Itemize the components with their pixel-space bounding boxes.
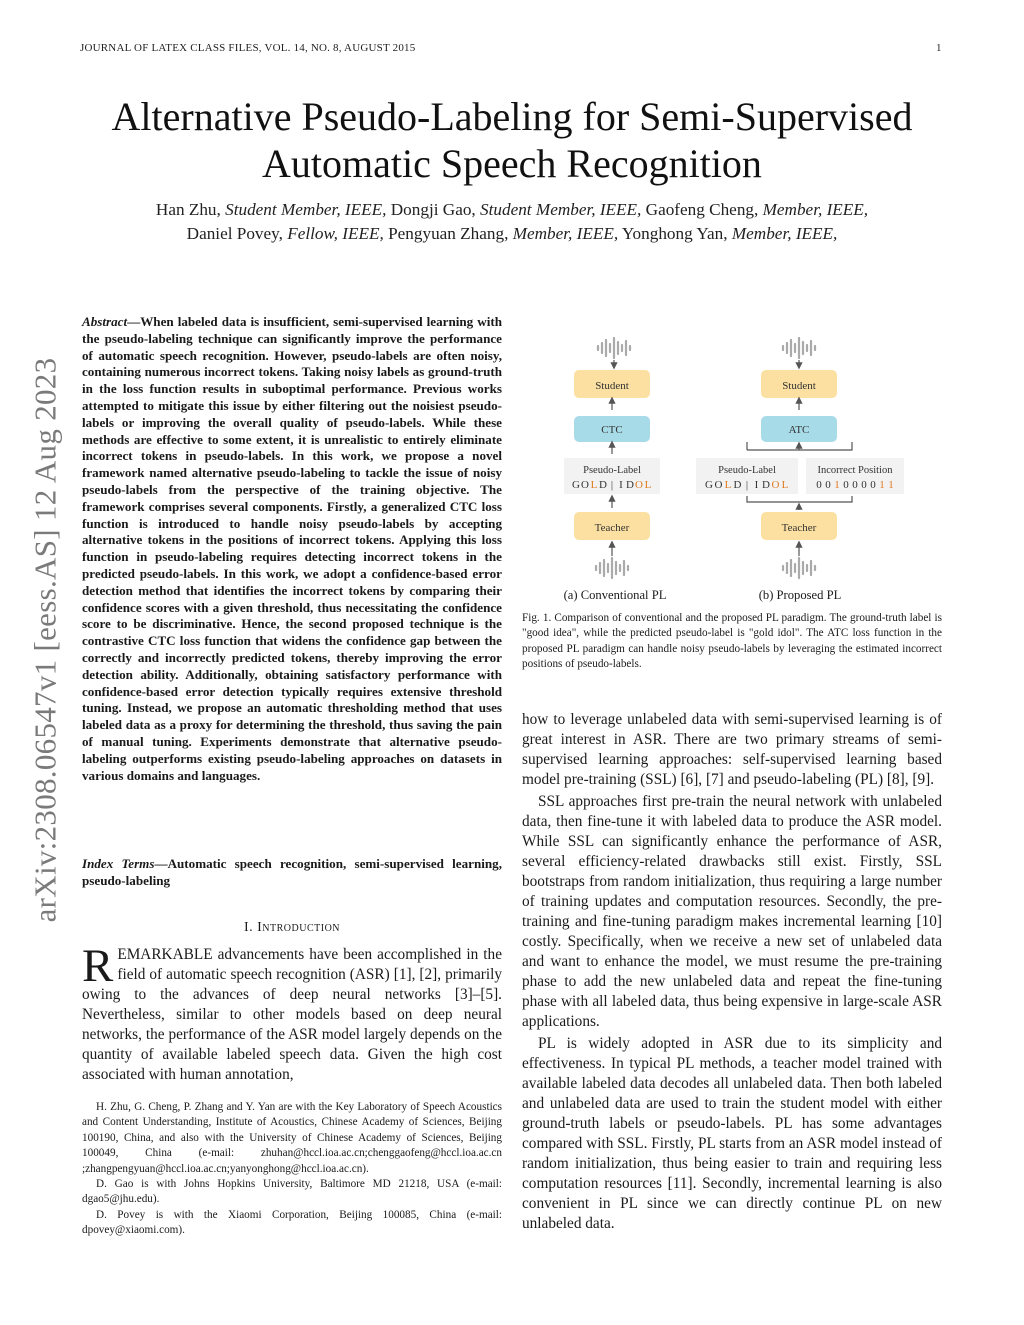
flag-token: 1 [888,479,894,491]
author-name: Han Zhu, [155,200,221,219]
student-label: Student [595,380,629,392]
label-token: D [626,479,634,491]
label-token: G [572,479,580,491]
label-token: | [610,479,614,491]
label-token: O [771,479,780,491]
paper-title [0,93,1024,187]
flag-token: 0 [816,479,822,491]
label-token: O [581,479,589,491]
title-line-2: Automatic Speech Recognition [262,141,762,186]
author-line-1 [0,198,1024,222]
abstract-text: —When labeled data is insufficient, semi-supervised learning with the pseudo-labeling technique can significantly improve the performance of automatic speech recognition. However, pseudo-labels are often noisy, containing numerous incorrect tokens. Taking noisy labels as ground-truth in the loss function results in suboptimal performance. Previous works attempted to mitigate this issue by either filtering out the noisiest pseudo-labels or improving the overall quality of pseudo-labels. While these methods are effective to some extent, it is unrealistic to entirely eliminate incorrect tokens in pseudo-labels. In this work, we propose a novel framework named alternative pseudo-labeling to tackle the issue of noisy pseudo-labels from the perspective of the training objective. The framework comprises several components. Firstly, a generalized CTC loss function is introduced to handle noisy pseudo-labels by accepting alternative tokens in the positions of incorrect tokens. Applying this loss function in pseudo-labeling requires detecting incorrect tokens in the predicted pseudo-labels. In this work, we adopt a confidence-based error detection method that identifies the incorrect tokens by comparing their confidence scores with a given threshold, thus necessitating the confidence score to be discriminative. Hence, the second proposed technique is the contrastive CTC loss function that widens the confidence gap between the correctly and incorrectly predicted tokens, thereby improving the error detection ability. Additionally, obtaining satisfactory performance with confidence-based error detection typically requires extensive threshold tuning. Instead, we propose an automatic thresholding method that uses labeled data as a proxy for determining the threshold, thus saving the pain of manual tuning. Experiments demonstrate that alternative pseudo-labeling outperforms existing pseudo-labeling approaches on datasets in various domains and languages. [82,314,502,783]
section-number: I. [243,920,254,935]
author-name: Pengyuan Zhang, [388,224,509,243]
page-number: 1 [936,42,942,54]
section-title: Introduction [257,920,341,935]
author-role: Fellow, IEEE, [287,224,384,243]
label-token: I [754,479,759,491]
author-role: Member, IEEE, [731,224,838,243]
author-role: Student Member, IEEE, [225,200,387,219]
intro-paragraph [82,940,502,1085]
dropcap: R [82,940,114,992]
flag-token: 0 [861,479,867,491]
abstract-label: Abstract [82,314,128,329]
right-column-body [522,710,942,1236]
footnote-affiliation-2: D. Gao is with Johns Hopkins University, Baltimore MD 21218, USA (e-mail: dgao5@jhu.edu). [82,1178,502,1206]
flag-token: 1 [879,479,885,491]
index-terms [82,856,502,890]
figure-caption-text: Comparison of conventional and the proposed PL paradigm. The ground-truth label is "good idea", while the predicted pseudo-label is "gold idol". The ATC loss function in the proposed PL paradigm can handle noisy pseudo-labels by leveraging the estimated incorrect positions of pseudo-labels. [522,612,942,671]
author-role: Member, IEEE, [512,224,619,243]
author-role: Student Member, IEEE, [480,200,642,219]
footnote-affiliation-3: D. Povey is with the Xiaomi Corporation, Beijing 100085, China (e-mail: dpovey@xiaomi.com). [82,1208,502,1237]
panel-a [564,338,660,578]
flag-token: 0 [825,479,831,491]
paragraph: SSL approaches first pre-train the neural network with unlabeled data, then fine-tune it with labeled data to produce the ASR model. While SSL can significantly enhance the performance of ASR, several efficiency-related drawbacks still exist. Firstly, SSL bootstraps from random initialization, thus requiring a large number of training updates and computation resources. Secondly, the pre-training and fine-tuning paradigm makes incremental learning [10] costly. Specifically, when we receive a new set of unlabeled data and want to enhance the model, we must resume the pre-training phase to add the new unlabeled data and repeat the fine-tuning phase with all labeled data, thus being expensive in large-scale ASR applications. [522,793,942,1030]
paragraph: how to leverage unlabeled data with semi-supervised learning is of great interest in ASR. There are two primary streams of semi-supervised learning approaches: self-supervised learning based model pre-training (SSL) [6], [7] and pseudo-labeling (PL) [8], [9]. [522,711,942,788]
author-name: Dongji Gao, [390,200,476,219]
label-token: L [590,479,598,491]
figure-caption [522,611,942,673]
author-role: Member, IEEE, [762,200,869,219]
figure-1-diagram [552,330,936,606]
panel-b [696,338,904,578]
incorrect-flags-sequence [816,479,894,491]
paragraph: PL is widely adopted in ASR due to its simplicity and effectiveness. In typical PL methods, a teacher model trained with available labeled data decodes all unlabeled data. Then both labeled and unlabeled data are used to train the student model with either ground-truth labels or pseudo-labels. PL has some advantages compared with SSL. Firstly, PL starts from an ASR model instead of random initialization, thus being easier to train and requiring less computation resources [11]. Secondly, incremental learning is also convenient in PL since we can directly continue PL on new unlabeled data. [522,1035,942,1232]
index-terms-text: —Automatic speech recognition, semi-supervised learning, pseudo-labeling [82,856,502,888]
arxiv-stamp-text: arXiv:2308.06547v1 [eess.AS] 12 Aug 2023 [27,357,63,923]
label-token: G [705,479,713,491]
running-header: JOURNAL OF LATEX CLASS FILES, VOL. 14, NO. 8, AUGUST 2015 [80,42,416,54]
title-line-1: Alternative Pseudo-Labeling for Semi-Supervised [111,94,913,139]
atc-label: ATC [788,424,810,436]
author-name: Gaofeng Cheng, [645,200,759,219]
label-token: L [724,479,732,491]
waveform-icon [783,558,815,578]
flag-token: 1 [834,479,840,491]
connector [747,496,852,502]
waveform-icon [596,558,628,578]
teacher-label: Teacher [594,522,630,534]
intro-lead: EMARKABLE [117,946,213,963]
label-token: D [733,479,742,491]
author-list [0,198,1024,246]
waveform-icon [598,338,630,358]
label-token: L [644,479,652,491]
student-label: Student [782,380,816,392]
waveform-icon [783,338,815,358]
label-token: D [599,479,607,491]
figure-caption-label: Fig. 1. [522,612,552,624]
author-line-2 [0,222,1024,246]
label-sequence-b [705,479,789,491]
pseudo-label-title: Pseudo-Label [718,465,776,476]
incorrect-position-title: Incorrect Position [817,465,893,476]
flag-token: 0 [870,479,876,491]
author-name: Yonghong Yan, [621,224,728,243]
subcaption-a: (a) Conventional PL [563,588,667,602]
label-token: O [635,479,643,491]
flag-token: 0 [852,479,858,491]
arxiv-stamp [20,330,70,950]
author-name: Daniel Povey, [186,224,283,243]
flag-token: 0 [843,479,849,491]
pseudo-label-title: Pseudo-Label [583,465,641,476]
intro-text: advancements have been accomplished in the field of automatic speech recognition (ASR) [1], [2], primarily owing to the advances of deep neural networks [3]–[5]. Nevertheless, similar to other models based on deep neural networks, the performance of the ASR model largely depends on the quantity of available labeled speech data. Given the high cost associated with human annotation, [82,946,502,1083]
subcaption-b: (b) Proposed PL [758,588,842,602]
index-terms-label: Index Terms [82,856,155,871]
footnotes [82,1100,502,1239]
teacher-label: Teacher [781,522,817,534]
label-token: L [781,479,789,491]
abstract [82,314,502,784]
footnote-affiliation-1: H. Zhu, G. Cheng, P. Zhang and Y. Yan are with the Key Laboratory of Speech Acoustics and Content Understanding, Institute of Acoustics, Chinese Academy of Sciences, Beijing 100190, China, and also with the University of Chinese Academy of Sciences, Beijing 100049, China (e-mail: zhuhan@hccl.ioa.ac.cn;chenggaofeng@hccl.ioa.ac.cn ;zhangpengyuan@hccl.ioa.ac.cn;yanyonghong@hccl.ioa.ac.cn). [82,1101,502,1175]
label-token: O [714,479,723,491]
label-token: | [745,479,749,491]
label-sequence-a [572,479,652,491]
label-token: D [762,479,770,491]
section-heading [82,920,502,936]
ctc-label: CTC [601,424,623,436]
label-token: I [619,479,623,491]
